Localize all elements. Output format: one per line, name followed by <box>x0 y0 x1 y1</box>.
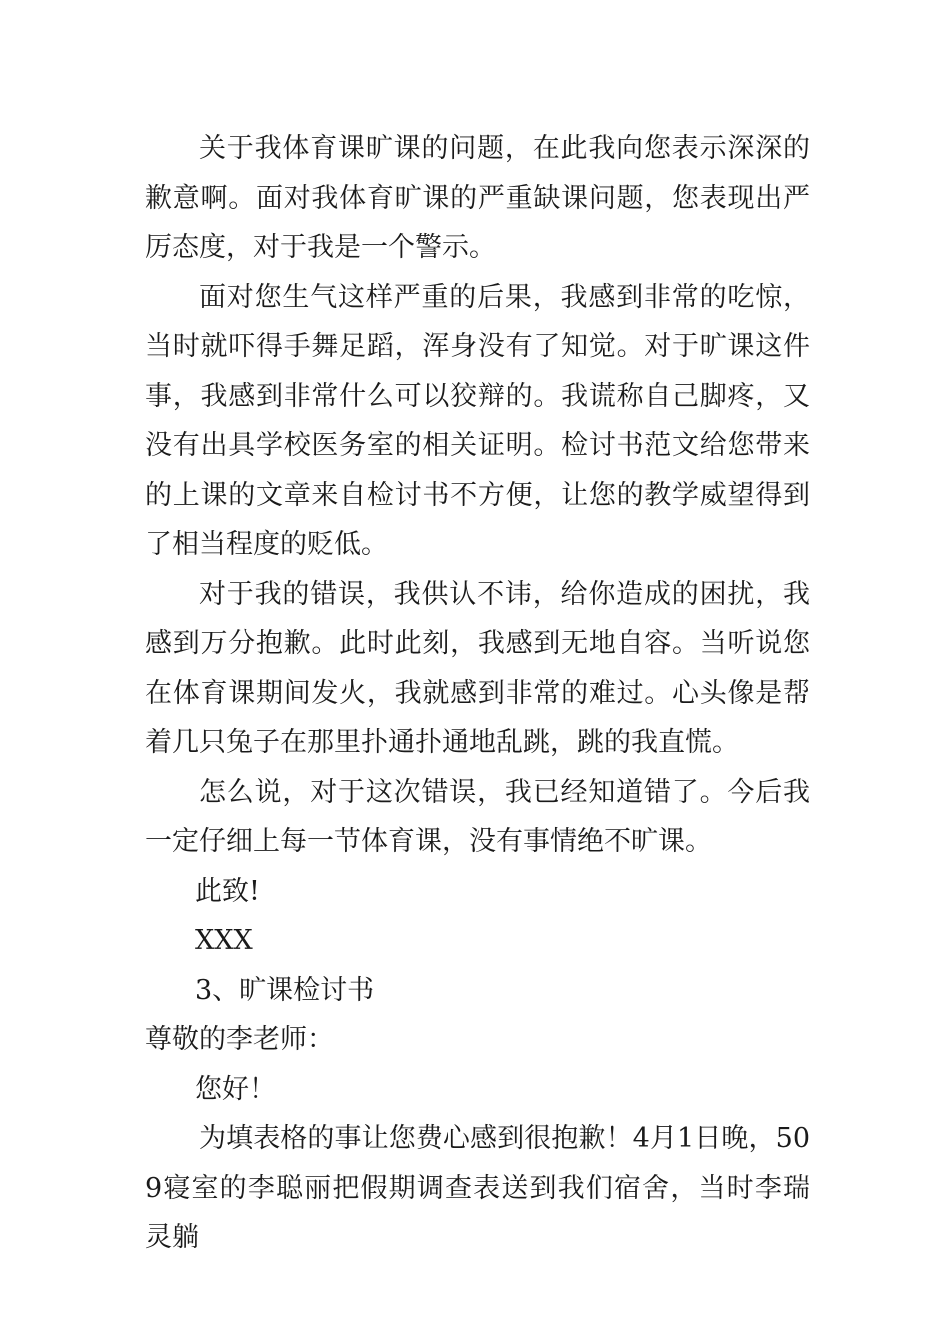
greeting: 您好！ <box>195 1073 276 1105</box>
salutation: 尊敬的李老师： <box>145 1024 334 1055</box>
section-heading: 3、旷课检讨书 <box>195 974 375 1006</box>
paragraph-5: 为填表格的事让您费心感到很抱歉！4月1日晚，509寝室的李聪丽把假期调查表送到我们宿舍，当时李瑞灵躺 <box>145 1123 810 1253</box>
paragraph-3: 对于我的错误，我供认不讳，给你造成的困扰，我感到万分抱歉。此时此刻，我感到无地自容。当听说您在体育课期间发火，我就感到非常的难过。心头像是帮着几只兔子在那里扑通扑通地乱跳，跳的我直慌。 <box>145 578 810 758</box>
paragraph-1: 关于我体育课旷课的问题，在此我向您表示深深的歉意啊。面对我体育旷课的严重缺课问题，您表现出严厉态度，对于我是一个警示。 <box>145 133 810 263</box>
signature: XXX <box>195 925 253 956</box>
paragraph-2: 面对您生气这样严重的后果，我感到非常的吃惊，当时就吓得手舞足蹈，浑身没有了知觉。对于旷课这件事，我感到非常什么可以狡辩的。我谎称自己脚疼，又没有出具学校医务室的相关证明。检讨书范文给您带来的上课的文章来自检讨书不方便，让您的教学威望得到了相当程度的贬低。 <box>145 281 810 560</box>
document-body <box>145 124 810 1263</box>
closing-line: 此致! <box>195 875 260 907</box>
paragraph-4: 怎么说，对于这次错误，我已经知道错了。今后我一定仔细上每一节体育课，没有事情绝不旷课。 <box>145 776 810 857</box>
